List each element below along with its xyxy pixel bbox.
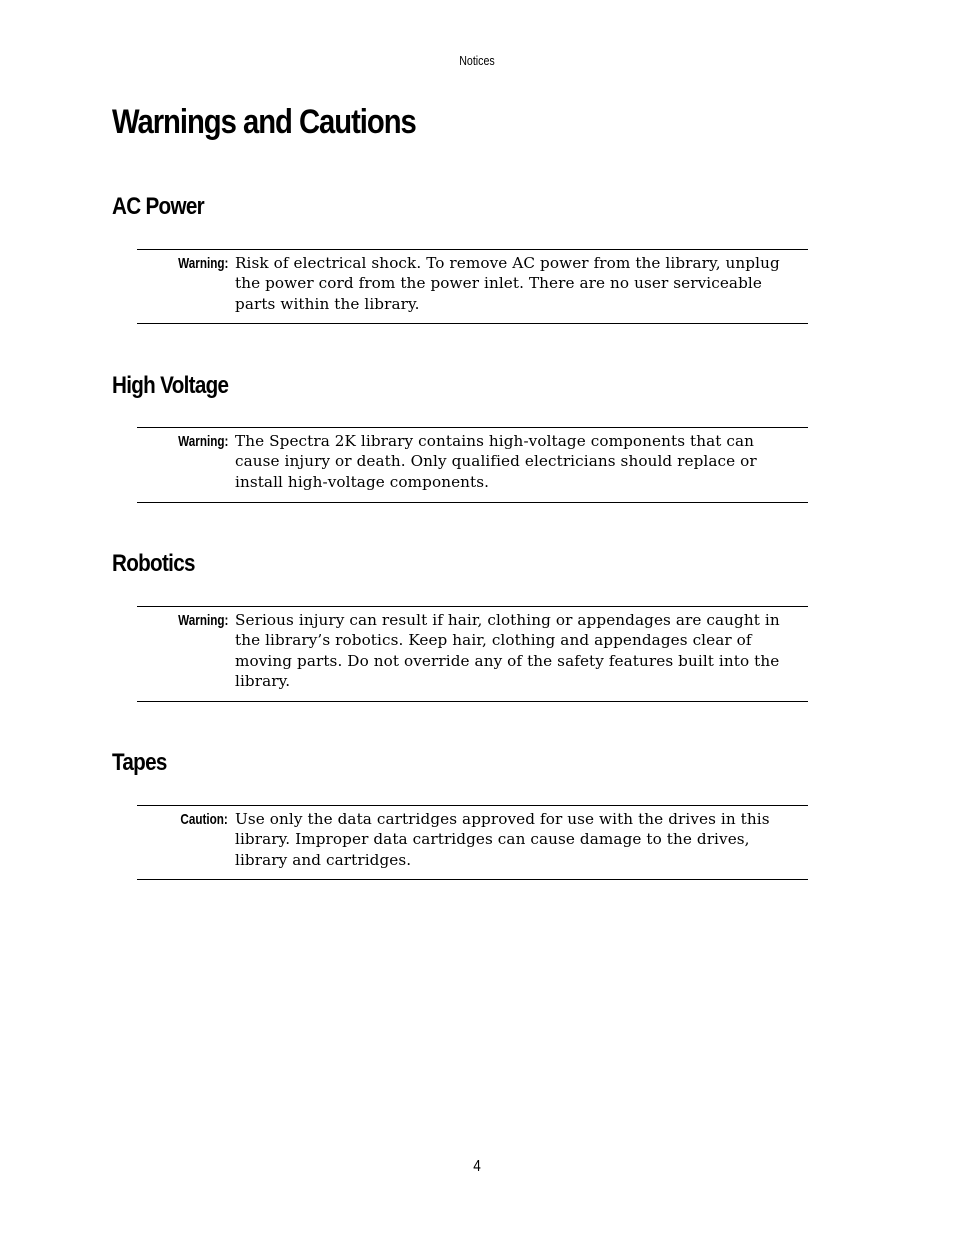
warning-label: Warning: xyxy=(177,612,228,629)
section-heading-ac-power: AC Power xyxy=(112,193,204,220)
warning-text: The Spectra 2K library contains high-voltage components that can cause injury or death. Only qualified electricians should replace or install high-voltage components. xyxy=(235,432,757,491)
section-heading-high-voltage: High Voltage xyxy=(112,372,229,399)
page-title: Warnings and Cautions xyxy=(112,103,416,141)
warning-label: Warning: xyxy=(177,255,228,272)
warning-box-robotics xyxy=(137,606,808,702)
caution-label: Caution: xyxy=(180,811,228,828)
page-number: 4 xyxy=(473,1158,481,1175)
caution-text: Use only the data cartridges approved for use with the drives in this library. Improper data cartridges can cause damage to the drives, library and cartridges. xyxy=(235,810,770,869)
warning-text: Risk of electrical shock. To remove AC power from the library, unplug the power cord from the power inlet. There are no user serviceable parts within the library. xyxy=(235,254,780,313)
warning-label: Warning: xyxy=(177,433,228,450)
running-header: Notices xyxy=(459,53,495,68)
warning-box-ac-power xyxy=(137,249,808,324)
warning-box-high-voltage xyxy=(137,427,808,503)
caution-box-tapes xyxy=(137,805,808,880)
warning-text: Serious injury can result if hair, clothing or appendages are caught in the library’s robotics. Keep hair, clothing and appendages clear of moving parts. Do not override any of the safety features built into the library. xyxy=(235,611,780,690)
section-heading-tapes: Tapes xyxy=(112,749,167,776)
section-heading-robotics: Robotics xyxy=(112,550,195,577)
